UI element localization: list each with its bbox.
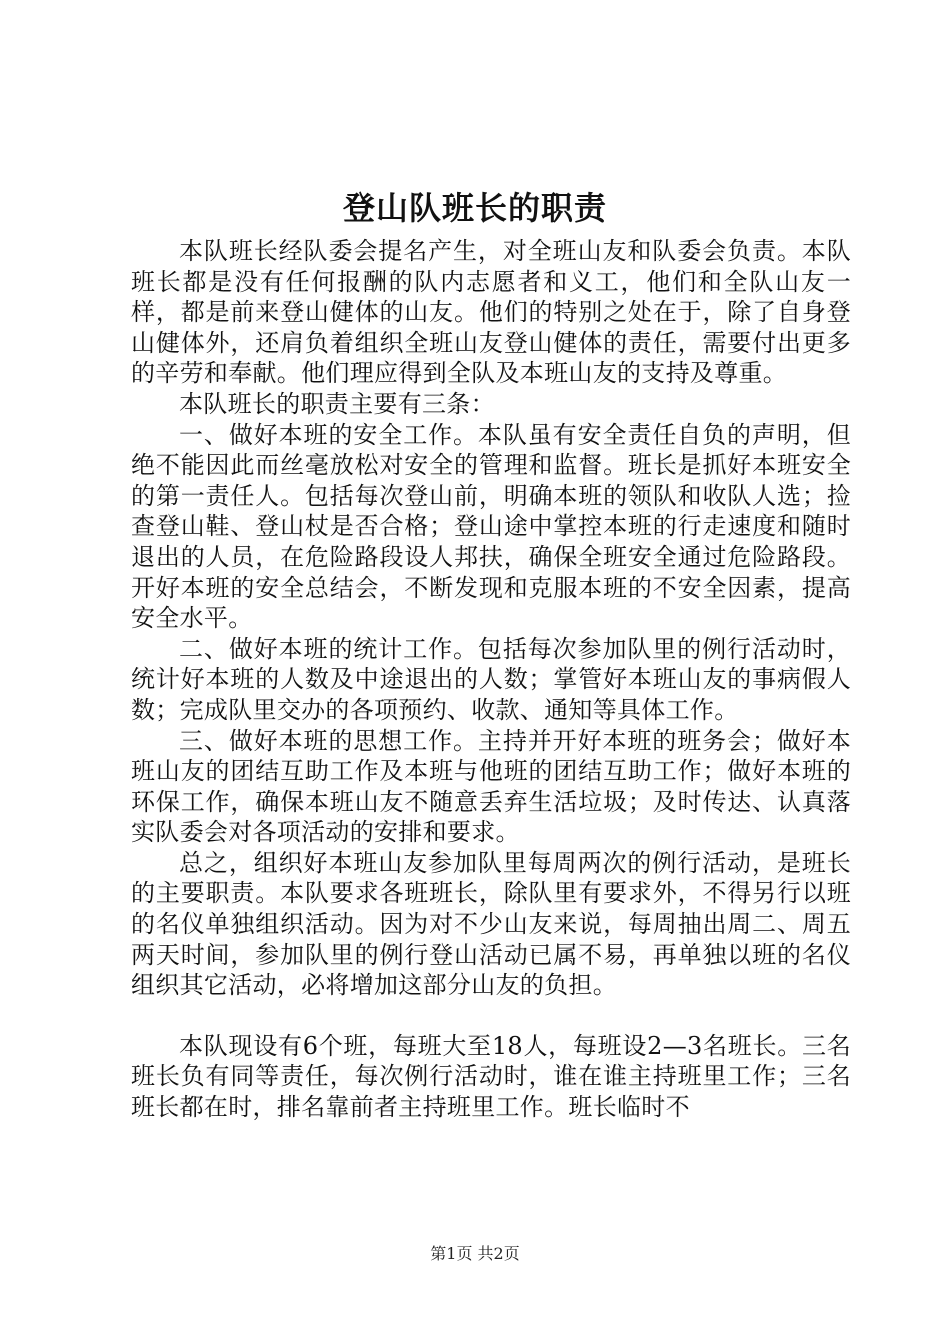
document-title: 登山队班长的职责 xyxy=(342,189,607,227)
paragraph-duty-statistics: 二、做好本班的统计工作。包括每次参加队里的例行活动时，统计好本班的人数及中途退出的人数；掌管好本班山友的事病假人数；完成队里交办的各项预约、收款、通知等具体工作。 xyxy=(131,634,851,724)
paragraph-duties-summary: 本队班长的职责主要有三条： xyxy=(179,389,495,418)
paragraph-spacer xyxy=(131,1001,851,1031)
paragraph-conclusion: 总之，组织好本班山友参加队里每周两次的例行活动，是班长的主要职责。本队要求各班班长，除队里有要求外，不得另行以班的名仪单独组织活动。因为对不少山友来说，每周抽出周二、周五两天时间，参加队里的例行登山活动已属不易，再单独以班的名仪组织其它活动，必将增加这部分山友的负担。 xyxy=(131,848,851,1000)
paragraph-duty-ideology: 三、做好本班的思想工作。主持并开好本班的班务会；做好本班山友的团结互助工作及本班与他班的团结互助工作；做好本班的环保工作，确保本班山友不随意丢弃生活垃圾；及时传达、认真落实队委会对各项活动的安排和要求。 xyxy=(131,726,851,847)
paragraph-intro: 本队班长经队委会提名产生，对全班山友和队委会负责。本队班长都是没有任何报酬的队内志愿者和义工，他们和全队山友一样，都是前来登山健体的山友。他们的特别之处在于，除了自身登山健体外，还肩负着组织全班山友登山健体的责任，需要付出更多的辛劳和奉献。他们理应得到全队及本班山友的支持及尊重。 xyxy=(131,237,851,388)
page-footer: 第1页 共2页 xyxy=(430,1244,520,1263)
paragraph-team-setup: 本队现设有6个班，每班大至18人，每班设2—3名班长。三名班长负有同等责任，每次例行活动时，谁在谁主持班里工作；三名班长都在时，排名靠前者主持班里工作。班长临时不 xyxy=(131,1031,851,1122)
document-body xyxy=(131,236,851,1123)
paragraph-duty-safety: 一、做好本班的安全工作。本队虽有安全责任自负的声明，但绝不能因此而丝毫放松对安全的管理和监督。班长是抓好本班安全的第一责任人。包括每次登山前，明确本班的领队和收队人选；捡查登山鞋、登山杖是否合格；登山途中掌控本班的行走速度和随时退出的人员，在危险路段设人邦扶，确保全班安全通过危险路段。开好本班的安全总结会，不断发现和克服本班的不安全因素，提高安全水平。 xyxy=(131,420,851,633)
